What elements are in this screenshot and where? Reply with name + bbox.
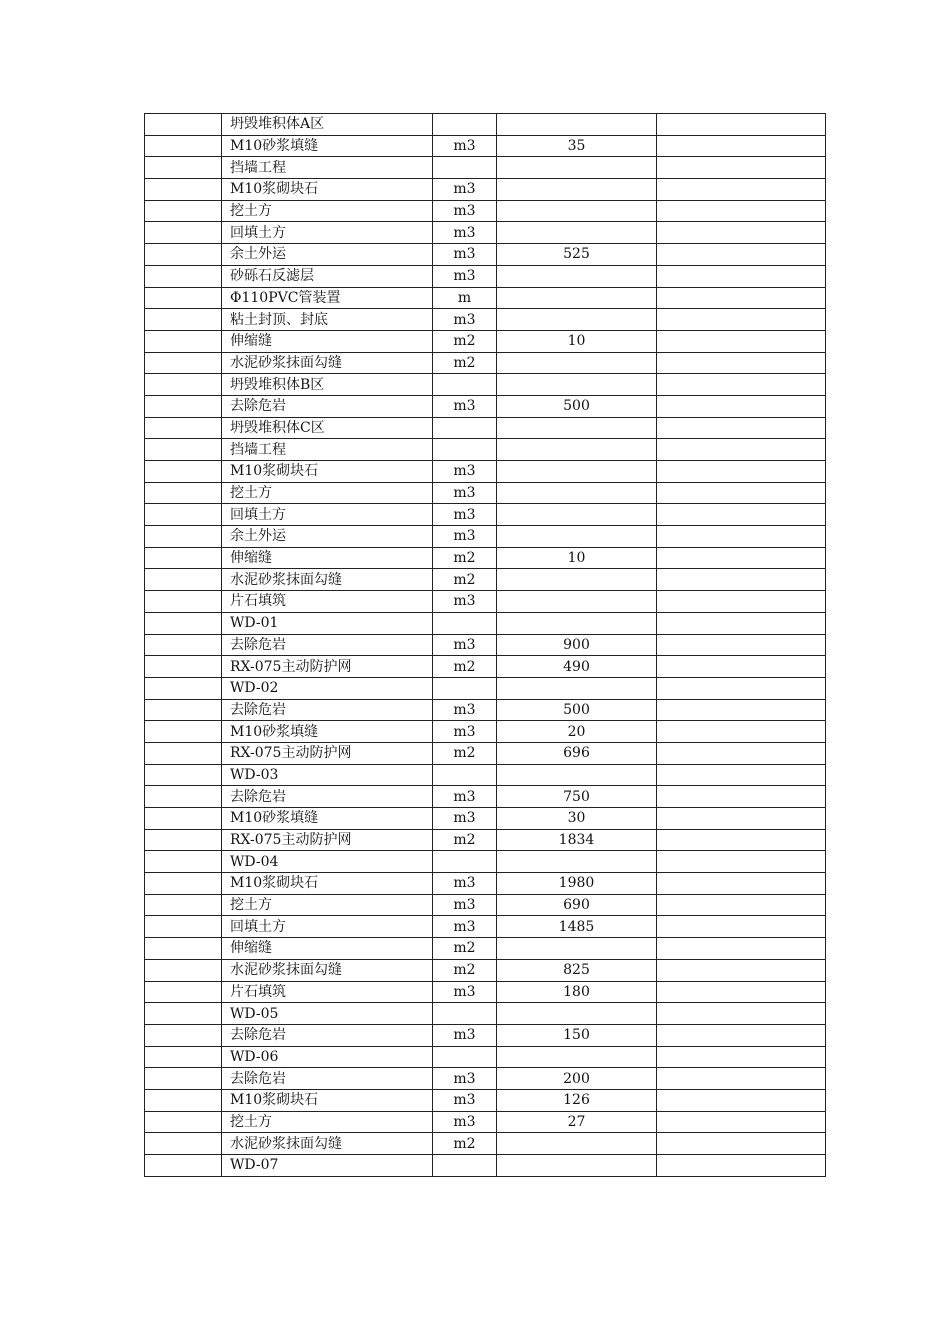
quantity-cell bbox=[497, 612, 657, 634]
unit-cell: m3 bbox=[433, 634, 497, 656]
table-row bbox=[145, 938, 826, 960]
code-cell bbox=[145, 1155, 222, 1177]
code-cell bbox=[145, 764, 222, 786]
unit-cell: m2 bbox=[433, 569, 497, 591]
code-cell bbox=[145, 417, 222, 439]
quantity-cell bbox=[497, 114, 657, 136]
code-cell bbox=[145, 1111, 222, 1133]
unit-cell: m2 bbox=[433, 352, 497, 374]
table-row bbox=[145, 330, 826, 352]
quantity-cell: 200 bbox=[497, 1068, 657, 1090]
table-row bbox=[145, 1068, 826, 1090]
item-name-cell: Φ110PVC管装置 bbox=[222, 287, 433, 309]
remark-cell bbox=[657, 200, 826, 222]
code-cell bbox=[145, 135, 222, 157]
item-name-cell: 挖土方 bbox=[222, 1111, 433, 1133]
remark-cell bbox=[657, 547, 826, 569]
table-row bbox=[145, 461, 826, 483]
item-name-cell: 水泥砂浆抹面勾缝 bbox=[222, 569, 433, 591]
code-cell bbox=[145, 569, 222, 591]
item-name-cell: 挖土方 bbox=[222, 894, 433, 916]
remark-cell bbox=[657, 439, 826, 461]
table-row bbox=[145, 742, 826, 764]
unit-cell: m2 bbox=[433, 938, 497, 960]
remark-cell bbox=[657, 504, 826, 526]
unit-cell: m3 bbox=[433, 395, 497, 417]
remark-cell bbox=[657, 1068, 826, 1090]
remark-cell bbox=[657, 808, 826, 830]
table-row bbox=[145, 374, 826, 396]
table-row bbox=[145, 808, 826, 830]
unit-cell: m2 bbox=[433, 1133, 497, 1155]
code-cell bbox=[145, 1133, 222, 1155]
table-row bbox=[145, 764, 826, 786]
code-cell bbox=[145, 374, 222, 396]
table-row bbox=[145, 959, 826, 981]
quantity-cell bbox=[497, 157, 657, 179]
code-cell bbox=[145, 244, 222, 266]
quantity-cell bbox=[497, 851, 657, 873]
unit-cell: m3 bbox=[433, 265, 497, 287]
code-cell bbox=[145, 482, 222, 504]
item-name-cell: RX-075主动防护网 bbox=[222, 656, 433, 678]
item-name-cell: 去除危岩 bbox=[222, 786, 433, 808]
item-name-cell: 回填土方 bbox=[222, 916, 433, 938]
unit-cell: m2 bbox=[433, 829, 497, 851]
table-row bbox=[145, 287, 826, 309]
item-name-cell: 坍毁堆积体B区 bbox=[222, 374, 433, 396]
remark-cell bbox=[657, 742, 826, 764]
item-name-cell: 粘土封顶、封底 bbox=[222, 309, 433, 331]
table-row bbox=[145, 1089, 826, 1111]
item-name-cell: WD-05 bbox=[222, 1003, 433, 1025]
table-row bbox=[145, 222, 826, 244]
item-name-cell: 水泥砂浆抹面勾缝 bbox=[222, 352, 433, 374]
unit-cell bbox=[433, 1046, 497, 1068]
unit-cell bbox=[433, 851, 497, 873]
remark-cell bbox=[657, 938, 826, 960]
code-cell bbox=[145, 265, 222, 287]
unit-cell: m3 bbox=[433, 786, 497, 808]
quantity-cell bbox=[497, 1155, 657, 1177]
unit-cell: m3 bbox=[433, 482, 497, 504]
code-cell bbox=[145, 1046, 222, 1068]
table-row bbox=[145, 114, 826, 136]
remark-cell bbox=[657, 157, 826, 179]
remark-cell bbox=[657, 374, 826, 396]
code-cell bbox=[145, 504, 222, 526]
quantity-cell: 900 bbox=[497, 634, 657, 656]
table-row bbox=[145, 200, 826, 222]
quantity-cell bbox=[497, 352, 657, 374]
table-row bbox=[145, 547, 826, 569]
code-cell bbox=[145, 222, 222, 244]
unit-cell bbox=[433, 677, 497, 699]
remark-cell bbox=[657, 656, 826, 678]
unit-cell bbox=[433, 612, 497, 634]
quantity-cell bbox=[497, 287, 657, 309]
quantity-cell bbox=[497, 677, 657, 699]
remark-cell bbox=[657, 721, 826, 743]
unit-cell: m2 bbox=[433, 330, 497, 352]
unit-cell: m3 bbox=[433, 1024, 497, 1046]
item-name-cell: 伸缩缝 bbox=[222, 547, 433, 569]
quantity-cell: 500 bbox=[497, 395, 657, 417]
table-row bbox=[145, 786, 826, 808]
item-name-cell: 挡墙工程 bbox=[222, 157, 433, 179]
item-name-cell: 回填土方 bbox=[222, 504, 433, 526]
item-name-cell: 回填土方 bbox=[222, 222, 433, 244]
remark-cell bbox=[657, 959, 826, 981]
remark-cell bbox=[657, 634, 826, 656]
remark-cell bbox=[657, 114, 826, 136]
unit-cell bbox=[433, 114, 497, 136]
remark-cell bbox=[657, 482, 826, 504]
item-name-cell: 去除危岩 bbox=[222, 699, 433, 721]
remark-cell bbox=[657, 829, 826, 851]
remark-cell bbox=[657, 265, 826, 287]
code-cell bbox=[145, 916, 222, 938]
table-row bbox=[145, 504, 826, 526]
unit-cell: m3 bbox=[433, 1089, 497, 1111]
remark-cell bbox=[657, 981, 826, 1003]
quantity-cell bbox=[497, 222, 657, 244]
item-name-cell: 坍毁堆积体C区 bbox=[222, 417, 433, 439]
item-name-cell: WD-01 bbox=[222, 612, 433, 634]
table-row bbox=[145, 482, 826, 504]
item-name-cell: 挖土方 bbox=[222, 482, 433, 504]
quantity-cell bbox=[497, 1046, 657, 1068]
item-name-cell: 挖土方 bbox=[222, 200, 433, 222]
item-name-cell: RX-075主动防护网 bbox=[222, 742, 433, 764]
table-row bbox=[145, 894, 826, 916]
unit-cell: m3 bbox=[433, 1111, 497, 1133]
item-name-cell: RX-075主动防护网 bbox=[222, 829, 433, 851]
code-cell bbox=[145, 200, 222, 222]
item-name-cell: WD-02 bbox=[222, 677, 433, 699]
item-name-cell: WD-07 bbox=[222, 1155, 433, 1177]
quantity-cell: 1980 bbox=[497, 873, 657, 895]
item-name-cell: 余土外运 bbox=[222, 244, 433, 266]
quantity-cell: 696 bbox=[497, 742, 657, 764]
table-row bbox=[145, 417, 826, 439]
table-row bbox=[145, 526, 826, 548]
item-name-cell: M10砂浆填缝 bbox=[222, 721, 433, 743]
code-cell bbox=[145, 1024, 222, 1046]
item-name-cell: 伸缩缝 bbox=[222, 938, 433, 960]
unit-cell: m3 bbox=[433, 526, 497, 548]
code-cell bbox=[145, 461, 222, 483]
code-cell bbox=[145, 742, 222, 764]
code-cell bbox=[145, 395, 222, 417]
unit-cell: m2 bbox=[433, 547, 497, 569]
unit-cell bbox=[433, 764, 497, 786]
quantity-cell: 126 bbox=[497, 1089, 657, 1111]
code-cell bbox=[145, 938, 222, 960]
item-name-cell: M10砂浆填缝 bbox=[222, 808, 433, 830]
item-name-cell: 余土外运 bbox=[222, 526, 433, 548]
code-cell bbox=[145, 873, 222, 895]
table-row bbox=[145, 851, 826, 873]
unit-cell: m3 bbox=[433, 873, 497, 895]
quantity-cell bbox=[497, 504, 657, 526]
table-row bbox=[145, 656, 826, 678]
table-row bbox=[145, 244, 826, 266]
remark-cell bbox=[657, 677, 826, 699]
unit-cell: m2 bbox=[433, 959, 497, 981]
table-row bbox=[145, 135, 826, 157]
quantity-cell: 150 bbox=[497, 1024, 657, 1046]
remark-cell bbox=[657, 526, 826, 548]
item-name-cell: 砂砾石反滤层 bbox=[222, 265, 433, 287]
table-row bbox=[145, 395, 826, 417]
code-cell bbox=[145, 114, 222, 136]
remark-cell bbox=[657, 916, 826, 938]
unit-cell bbox=[433, 417, 497, 439]
item-name-cell: 去除危岩 bbox=[222, 1068, 433, 1090]
unit-cell: m3 bbox=[433, 1068, 497, 1090]
quantity-cell: 20 bbox=[497, 721, 657, 743]
remark-cell bbox=[657, 1003, 826, 1025]
unit-cell bbox=[433, 439, 497, 461]
quantity-cell: 180 bbox=[497, 981, 657, 1003]
item-name-cell: 去除危岩 bbox=[222, 1024, 433, 1046]
table-body bbox=[145, 114, 826, 1177]
unit-cell: m3 bbox=[433, 699, 497, 721]
quantity-cell: 690 bbox=[497, 894, 657, 916]
unit-cell: m3 bbox=[433, 200, 497, 222]
quantity-cell: 1485 bbox=[497, 916, 657, 938]
remark-cell bbox=[657, 244, 826, 266]
remark-cell bbox=[657, 1046, 826, 1068]
quantity-cell: 30 bbox=[497, 808, 657, 830]
quantity-cell bbox=[497, 482, 657, 504]
code-cell bbox=[145, 330, 222, 352]
table-row bbox=[145, 981, 826, 1003]
quantity-cell: 10 bbox=[497, 547, 657, 569]
remark-cell bbox=[657, 461, 826, 483]
quantity-cell: 1834 bbox=[497, 829, 657, 851]
unit-cell: m3 bbox=[433, 981, 497, 1003]
table-row bbox=[145, 1024, 826, 1046]
table-row bbox=[145, 829, 826, 851]
remark-cell bbox=[657, 1133, 826, 1155]
remark-cell bbox=[657, 873, 826, 895]
code-cell bbox=[145, 547, 222, 569]
item-name-cell: M10浆砌块石 bbox=[222, 873, 433, 895]
unit-cell: m3 bbox=[433, 504, 497, 526]
table-row bbox=[145, 1133, 826, 1155]
remark-cell bbox=[657, 786, 826, 808]
table-row bbox=[145, 1155, 826, 1177]
unit-cell: m3 bbox=[433, 309, 497, 331]
remark-cell bbox=[657, 135, 826, 157]
quantity-cell: 825 bbox=[497, 959, 657, 981]
code-cell bbox=[145, 1089, 222, 1111]
quantity-cell bbox=[497, 200, 657, 222]
code-cell bbox=[145, 851, 222, 873]
unit-cell: m2 bbox=[433, 656, 497, 678]
quantity-cell: 490 bbox=[497, 656, 657, 678]
quantity-cell bbox=[497, 591, 657, 613]
remark-cell bbox=[657, 1024, 826, 1046]
item-name-cell: M10浆砌块石 bbox=[222, 179, 433, 201]
remark-cell bbox=[657, 591, 826, 613]
remark-cell bbox=[657, 222, 826, 244]
remark-cell bbox=[657, 309, 826, 331]
item-name-cell: 水泥砂浆抹面勾缝 bbox=[222, 1133, 433, 1155]
remark-cell bbox=[657, 1089, 826, 1111]
table-row bbox=[145, 721, 826, 743]
table-row bbox=[145, 634, 826, 656]
quantity-cell: 35 bbox=[497, 135, 657, 157]
code-cell bbox=[145, 157, 222, 179]
table-row bbox=[145, 1111, 826, 1133]
item-name-cell: 伸缩缝 bbox=[222, 330, 433, 352]
table-row bbox=[145, 916, 826, 938]
code-cell bbox=[145, 634, 222, 656]
quantity-table bbox=[144, 113, 826, 1177]
quantity-cell: 27 bbox=[497, 1111, 657, 1133]
code-cell bbox=[145, 526, 222, 548]
unit-cell: m3 bbox=[433, 721, 497, 743]
quantity-cell bbox=[497, 1133, 657, 1155]
code-cell bbox=[145, 959, 222, 981]
quantity-cell bbox=[497, 1003, 657, 1025]
quantity-cell bbox=[497, 265, 657, 287]
item-name-cell: M10浆砌块石 bbox=[222, 1089, 433, 1111]
code-cell bbox=[145, 612, 222, 634]
table-row bbox=[145, 179, 826, 201]
unit-cell: m3 bbox=[433, 222, 497, 244]
unit-cell bbox=[433, 1003, 497, 1025]
table-row bbox=[145, 439, 826, 461]
item-name-cell: M10砂浆填缝 bbox=[222, 135, 433, 157]
code-cell bbox=[145, 981, 222, 1003]
table-row bbox=[145, 265, 826, 287]
unit-cell: m3 bbox=[433, 135, 497, 157]
code-cell bbox=[145, 699, 222, 721]
item-name-cell: WD-06 bbox=[222, 1046, 433, 1068]
quantity-cell bbox=[497, 179, 657, 201]
unit-cell: m3 bbox=[433, 808, 497, 830]
table-row bbox=[145, 1003, 826, 1025]
code-cell bbox=[145, 591, 222, 613]
quantity-cell: 525 bbox=[497, 244, 657, 266]
table-row bbox=[145, 157, 826, 179]
code-cell bbox=[145, 656, 222, 678]
unit-cell bbox=[433, 1155, 497, 1177]
unit-cell bbox=[433, 374, 497, 396]
unit-cell: m3 bbox=[433, 916, 497, 938]
unit-cell: m bbox=[433, 287, 497, 309]
table-row bbox=[145, 309, 826, 331]
unit-cell: m3 bbox=[433, 591, 497, 613]
code-cell bbox=[145, 352, 222, 374]
quantity-cell bbox=[497, 526, 657, 548]
code-cell bbox=[145, 677, 222, 699]
quantity-cell bbox=[497, 309, 657, 331]
code-cell bbox=[145, 829, 222, 851]
code-cell bbox=[145, 786, 222, 808]
unit-cell: m3 bbox=[433, 461, 497, 483]
unit-cell: m3 bbox=[433, 894, 497, 916]
table-row bbox=[145, 873, 826, 895]
item-name-cell: 去除危岩 bbox=[222, 634, 433, 656]
unit-cell: m3 bbox=[433, 179, 497, 201]
code-cell bbox=[145, 894, 222, 916]
remark-cell bbox=[657, 1111, 826, 1133]
item-name-cell: 片石填筑 bbox=[222, 591, 433, 613]
table-row bbox=[145, 677, 826, 699]
table-row bbox=[145, 352, 826, 374]
item-name-cell: 水泥砂浆抹面勾缝 bbox=[222, 959, 433, 981]
unit-cell: m2 bbox=[433, 742, 497, 764]
item-name-cell: 坍毁堆积体A区 bbox=[222, 114, 433, 136]
code-cell bbox=[145, 1003, 222, 1025]
table-row bbox=[145, 591, 826, 613]
code-cell bbox=[145, 179, 222, 201]
quantity-cell: 500 bbox=[497, 699, 657, 721]
code-cell bbox=[145, 1068, 222, 1090]
quantity-cell bbox=[497, 764, 657, 786]
quantity-cell: 750 bbox=[497, 786, 657, 808]
quantity-cell bbox=[497, 439, 657, 461]
quantity-cell: 10 bbox=[497, 330, 657, 352]
item-name-cell: 挡墙工程 bbox=[222, 439, 433, 461]
quantity-cell bbox=[497, 374, 657, 396]
remark-cell bbox=[657, 851, 826, 873]
table-row bbox=[145, 699, 826, 721]
item-name-cell: M10浆砌块石 bbox=[222, 461, 433, 483]
code-cell bbox=[145, 808, 222, 830]
item-name-cell: 去除危岩 bbox=[222, 395, 433, 417]
item-name-cell: WD-04 bbox=[222, 851, 433, 873]
remark-cell bbox=[657, 330, 826, 352]
table-row bbox=[145, 612, 826, 634]
remark-cell bbox=[657, 352, 826, 374]
table-row bbox=[145, 569, 826, 591]
unit-cell: m3 bbox=[433, 244, 497, 266]
remark-cell bbox=[657, 287, 826, 309]
remark-cell bbox=[657, 569, 826, 591]
remark-cell bbox=[657, 612, 826, 634]
remark-cell bbox=[657, 764, 826, 786]
quantity-cell bbox=[497, 569, 657, 591]
code-cell bbox=[145, 287, 222, 309]
unit-cell bbox=[433, 157, 497, 179]
quantity-cell bbox=[497, 417, 657, 439]
remark-cell bbox=[657, 179, 826, 201]
item-name-cell: 片石填筑 bbox=[222, 981, 433, 1003]
remark-cell bbox=[657, 894, 826, 916]
table-row bbox=[145, 1046, 826, 1068]
remark-cell bbox=[657, 417, 826, 439]
code-cell bbox=[145, 309, 222, 331]
remark-cell bbox=[657, 1155, 826, 1177]
quantity-cell bbox=[497, 461, 657, 483]
remark-cell bbox=[657, 699, 826, 721]
code-cell bbox=[145, 439, 222, 461]
remark-cell bbox=[657, 395, 826, 417]
code-cell bbox=[145, 721, 222, 743]
item-name-cell: WD-03 bbox=[222, 764, 433, 786]
quantity-cell bbox=[497, 938, 657, 960]
